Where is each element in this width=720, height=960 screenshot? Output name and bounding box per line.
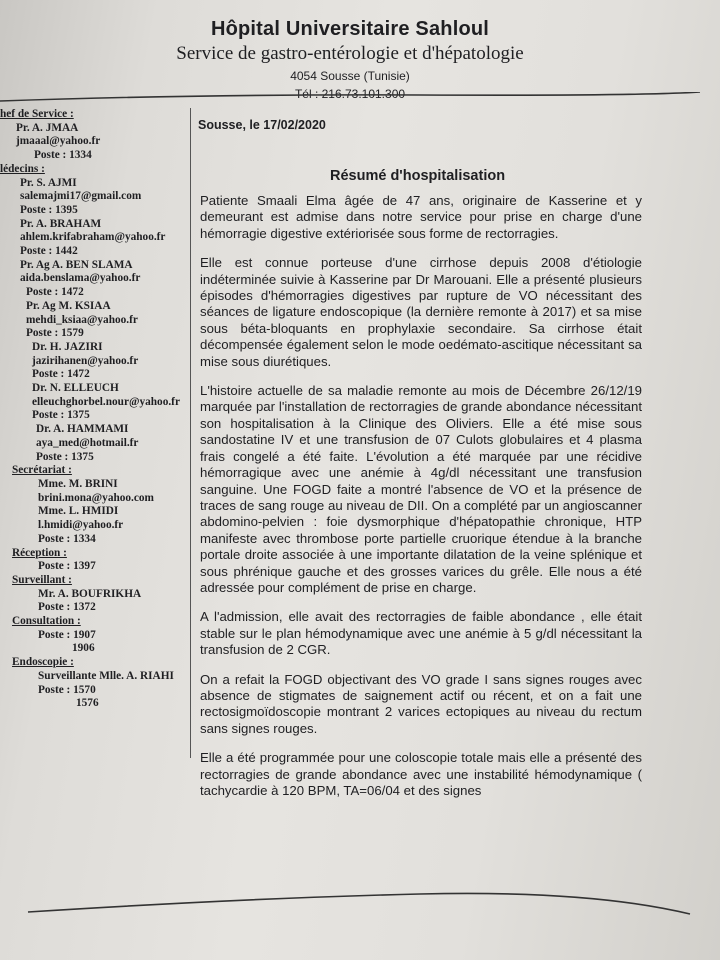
sidebar-line: ahlem.krifabraham@yahoo.fr (20, 231, 166, 244)
paragraph: Patiente Smaali Elma âgée de 47 ans, originaire de Kasserine et y demeurant est admise dans notre service pour prise en charge d'une hémorragie digestive extériorisée sous forme de rectorragies. (200, 193, 642, 241)
sidebar-line: jmaaal@yahoo.fr (16, 135, 101, 148)
letter-title: Résumé d'hospitalisation (330, 168, 506, 184)
sidebar-line: Poste : 1395 (20, 203, 78, 216)
letterhead (140, 18, 560, 101)
sidebar-section-heading: Secrétariat : (12, 464, 72, 477)
paragraph: On a refait la FOGD objectivant des VO grade I sans signes rouges avec absence de stigmates de saignement actif ou récent, et on a fait une rectosigmoïdoscopie montrant 2 varices ectopiques au niveau du rectum sans signes rouges. (200, 671, 642, 736)
sidebar-line: Mme. M. BRINI (38, 477, 118, 490)
paragraph: Elle est connue porteuse d'une cirrhose depuis 2008 d'étiologie indéterminée suivie à Kasserine par Dr Marouani. Elle a présenté plusieurs épisodes d'hémorragies digestives par rupture de VO nécessitant des séances de ligature endoscopique (la dernière remonte à 2017) et sa mise sous béta-bloquants en prophylaxie secondaire. Sa cirrhose était décompensée également selon le mode oedémato-ascitique nécessitant sa mise sous diurétiques. (200, 255, 642, 369)
sidebar-line: aida.benslama@yahoo.fr (20, 272, 141, 285)
sidebar-line: mehdi_ksiaa@yahoo.fr (26, 313, 138, 326)
sidebar-section-heading: lédecins : (0, 162, 45, 175)
sidebar-line: Poste : 1375 (36, 450, 94, 463)
sidebar-line: Poste : 1372 (38, 601, 96, 614)
sidebar-line: Pr. A. BRAHAM (20, 217, 102, 230)
sidebar-line: elleuchghorbel.nour@yahoo.fr (32, 395, 180, 408)
sidebar-line: Pr. Ag M. KSIAA (26, 299, 111, 312)
sidebar-line: Pr. Ag A. BEN SLAMA (20, 258, 133, 271)
sidebar-line: Poste : 1570 (38, 683, 96, 696)
sidebar-line: Mme. L. HMIDI (38, 505, 119, 518)
sidebar-line: Poste : 1472 (32, 368, 90, 381)
sidebar-line: Poste : 1334 (38, 532, 96, 545)
sidebar-line: Poste : 1579 (26, 327, 84, 340)
service-name: Service de gastro-entérologie et d'hépatologie (176, 43, 524, 64)
sidebar-line: 1576 (76, 697, 99, 710)
sidebar-line: Mr. A. BOUFRIKHA (38, 587, 142, 600)
sidebar-line: Surveillante Mlle. A. RIAHI (38, 669, 174, 682)
sidebar-line: brini.mona@yahoo.com (38, 491, 154, 504)
paragraph: Elle a été programmée pour une coloscopie totale mais elle a présenté des rectorragies de grande abondance avec une instabilité hémodynamique ( tachycardie à 120 BPM, TA=06/04 et des signes (200, 750, 642, 798)
paragraph: A l'admission, elle avait des rectorragies de faible abondance , elle était stable sur le plan hémodynamique avec une anémie à 5 g/dl nécessitant la transfusion de 2 CGR. (200, 609, 642, 658)
sidebar-line: jazirihanen@yahoo.fr (32, 354, 139, 367)
sidebar-line: Poste : 1472 (26, 286, 84, 299)
sidebar-line: Poste : 1442 (20, 245, 78, 258)
sidebar-line: l.hmidi@yahoo.fr (38, 519, 124, 532)
sidebar-line: salemajmi17@gmail.com (20, 190, 142, 203)
sidebar-line: Dr. H. JAZIRI (32, 340, 103, 353)
sidebar-line: Dr. A. HAMMAMI (36, 423, 129, 436)
hospital-address: 4054 Sousse (Tunisie) (290, 69, 410, 83)
sidebar-line: 1906 (72, 642, 95, 655)
sidebar-section-heading: Surveillant : (12, 573, 72, 586)
hospital-name: Hôpital Universitaire Sahloul (210, 18, 490, 40)
letter-date: Sousse, le 17/02/2020 (198, 118, 326, 132)
sidebar-line: Dr. N. ELLEUCH (32, 382, 119, 395)
footer-rule (0, 880, 720, 920)
staff-directory-sidebar (0, 108, 191, 758)
sidebar-section-heading: hef de Service : (0, 108, 74, 120)
paragraph: L'histoire actuelle de sa maladie remonte au mois de Décembre 26/12/19 marquée par l'installation de rectorragies de grande abondance nécessitant son hospitalisation à la Clinique des Oliviers. Elle a été mise sous sandostatine IV et une transfusion de 07 Culots globulaires et 4 plasma frais congelé a été faite. L'évolution a été marquée par une récidive hémorragique avec une anémie à 4g/dl nécessitant une transfusion sanguine. Une FOGD faite a montré l'absence de VO et la présence de traces de sang rouge au niveau de DII. On a complété par un angioscanner abdomino-pelvien : foie dysmorphique d'hépatopathie chronique, HTP manifeste avec thrombose porte partielle cruorique étendue à la branche portale droite associée à une importante dilatation de la veine splénique et sous phrénique gauche et des grosses varices du grêle. Elle nous a été adressée pour complément de prise en charge. (200, 383, 642, 595)
sidebar-line: Pr. A. JMAA (16, 121, 79, 134)
sidebar-line: Poste : 1907 (38, 628, 96, 641)
sidebar-line: aya_med@hotmail.fr (36, 436, 139, 449)
sidebar-line: Pr. S. AJMI (20, 176, 77, 189)
hospital-phone: Tél : 216.73.101.300 (294, 87, 406, 101)
sidebar-line: Poste : 1397 (38, 560, 96, 573)
sidebar-section-heading: Endoscopie : (12, 656, 74, 669)
letter-body (200, 193, 642, 812)
sidebar-line: Poste : 1334 (34, 149, 92, 162)
sidebar-section-heading: Consultation : (12, 615, 81, 628)
sidebar-section-heading: Réception : (12, 546, 67, 559)
sidebar-line: Poste : 1375 (32, 409, 90, 422)
header-rule (0, 92, 720, 104)
